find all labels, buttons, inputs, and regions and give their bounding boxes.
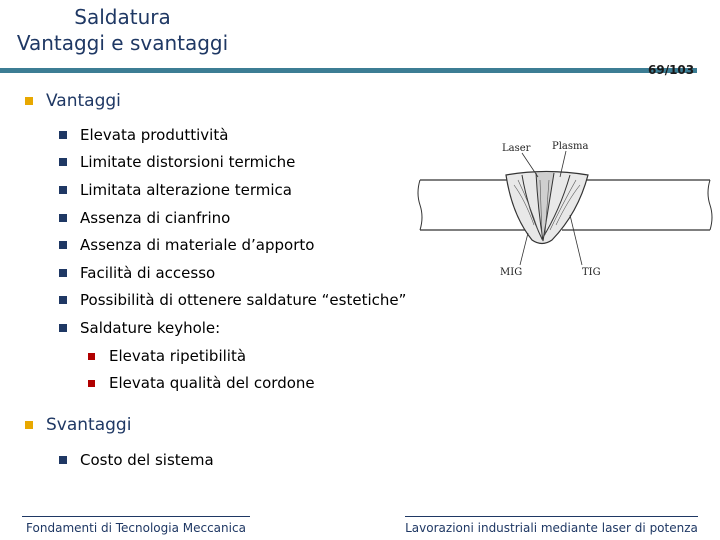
bullet-square-icon [59, 241, 67, 249]
list-item [59, 236, 314, 254]
footer-lecture-title: Lavorazioni industriali mediante laser di potenza [405, 516, 698, 535]
title-line-2: Vantaggi e svantaggi [16, 31, 229, 55]
label-laser: Laser [502, 143, 531, 154]
sub-list-item-text: Elevata ripetibilità [109, 347, 247, 365]
list-item [59, 319, 220, 337]
bullet-square-icon [25, 97, 33, 105]
list-item-text: Costo del sistema [80, 451, 214, 469]
list-item-text: Facilità di accesso [80, 264, 216, 282]
bullet-square-icon [59, 324, 67, 332]
sub-list-item [88, 347, 246, 365]
title-divider-bar [0, 68, 697, 73]
bullet-square-icon [59, 186, 67, 194]
label-plasma: Plasma [552, 141, 589, 152]
list-item-text: Elevata produttività [80, 126, 229, 144]
list-item [59, 264, 215, 282]
bullet-square-icon [59, 131, 67, 139]
list-item-text: Assenza di materiale d’apporto [80, 236, 315, 254]
list-item-text: Assenza di cianfrino [80, 209, 231, 227]
list-item [59, 209, 230, 227]
bullet-square-icon [25, 421, 33, 429]
label-tig: TIG [582, 267, 601, 278]
sub-list-item-text: Elevata qualità del cordone [109, 374, 315, 392]
list-item [59, 291, 406, 309]
footer-course-title: Fondamenti di Tecnologia Meccanica [22, 516, 250, 535]
bullet-square-icon [59, 214, 67, 222]
section-vantaggi [25, 91, 121, 111]
bullet-square-icon [59, 158, 67, 166]
label-mig: MIG [500, 267, 523, 278]
bullet-square-icon [88, 380, 95, 387]
bullet-square-icon [59, 269, 67, 277]
section-svantaggi [25, 415, 131, 435]
list-item-text: Saldature keyhole: [80, 319, 221, 337]
bullet-square-icon [59, 296, 67, 304]
list-item-text: Limitate distorsioni termiche [80, 153, 296, 171]
list-item-text: Limitata alterazione termica [80, 181, 292, 199]
weld-profile-diagram [410, 125, 715, 295]
list-item [59, 181, 292, 199]
slide-title [0, 4, 245, 56]
page-number: 69/103 [648, 63, 695, 77]
section-label: Svantaggi [46, 415, 132, 435]
bullet-square-icon [59, 456, 67, 464]
sub-list-item [88, 374, 315, 392]
bullet-square-icon [88, 353, 95, 360]
list-item [59, 126, 228, 144]
list-item [59, 451, 214, 469]
title-line-1: Saldatura [74, 5, 171, 29]
section-label: Vantaggi [46, 91, 121, 111]
list-item-text: Possibilità di ottenere saldature “estetiche” [80, 291, 407, 309]
list-item [59, 153, 295, 171]
